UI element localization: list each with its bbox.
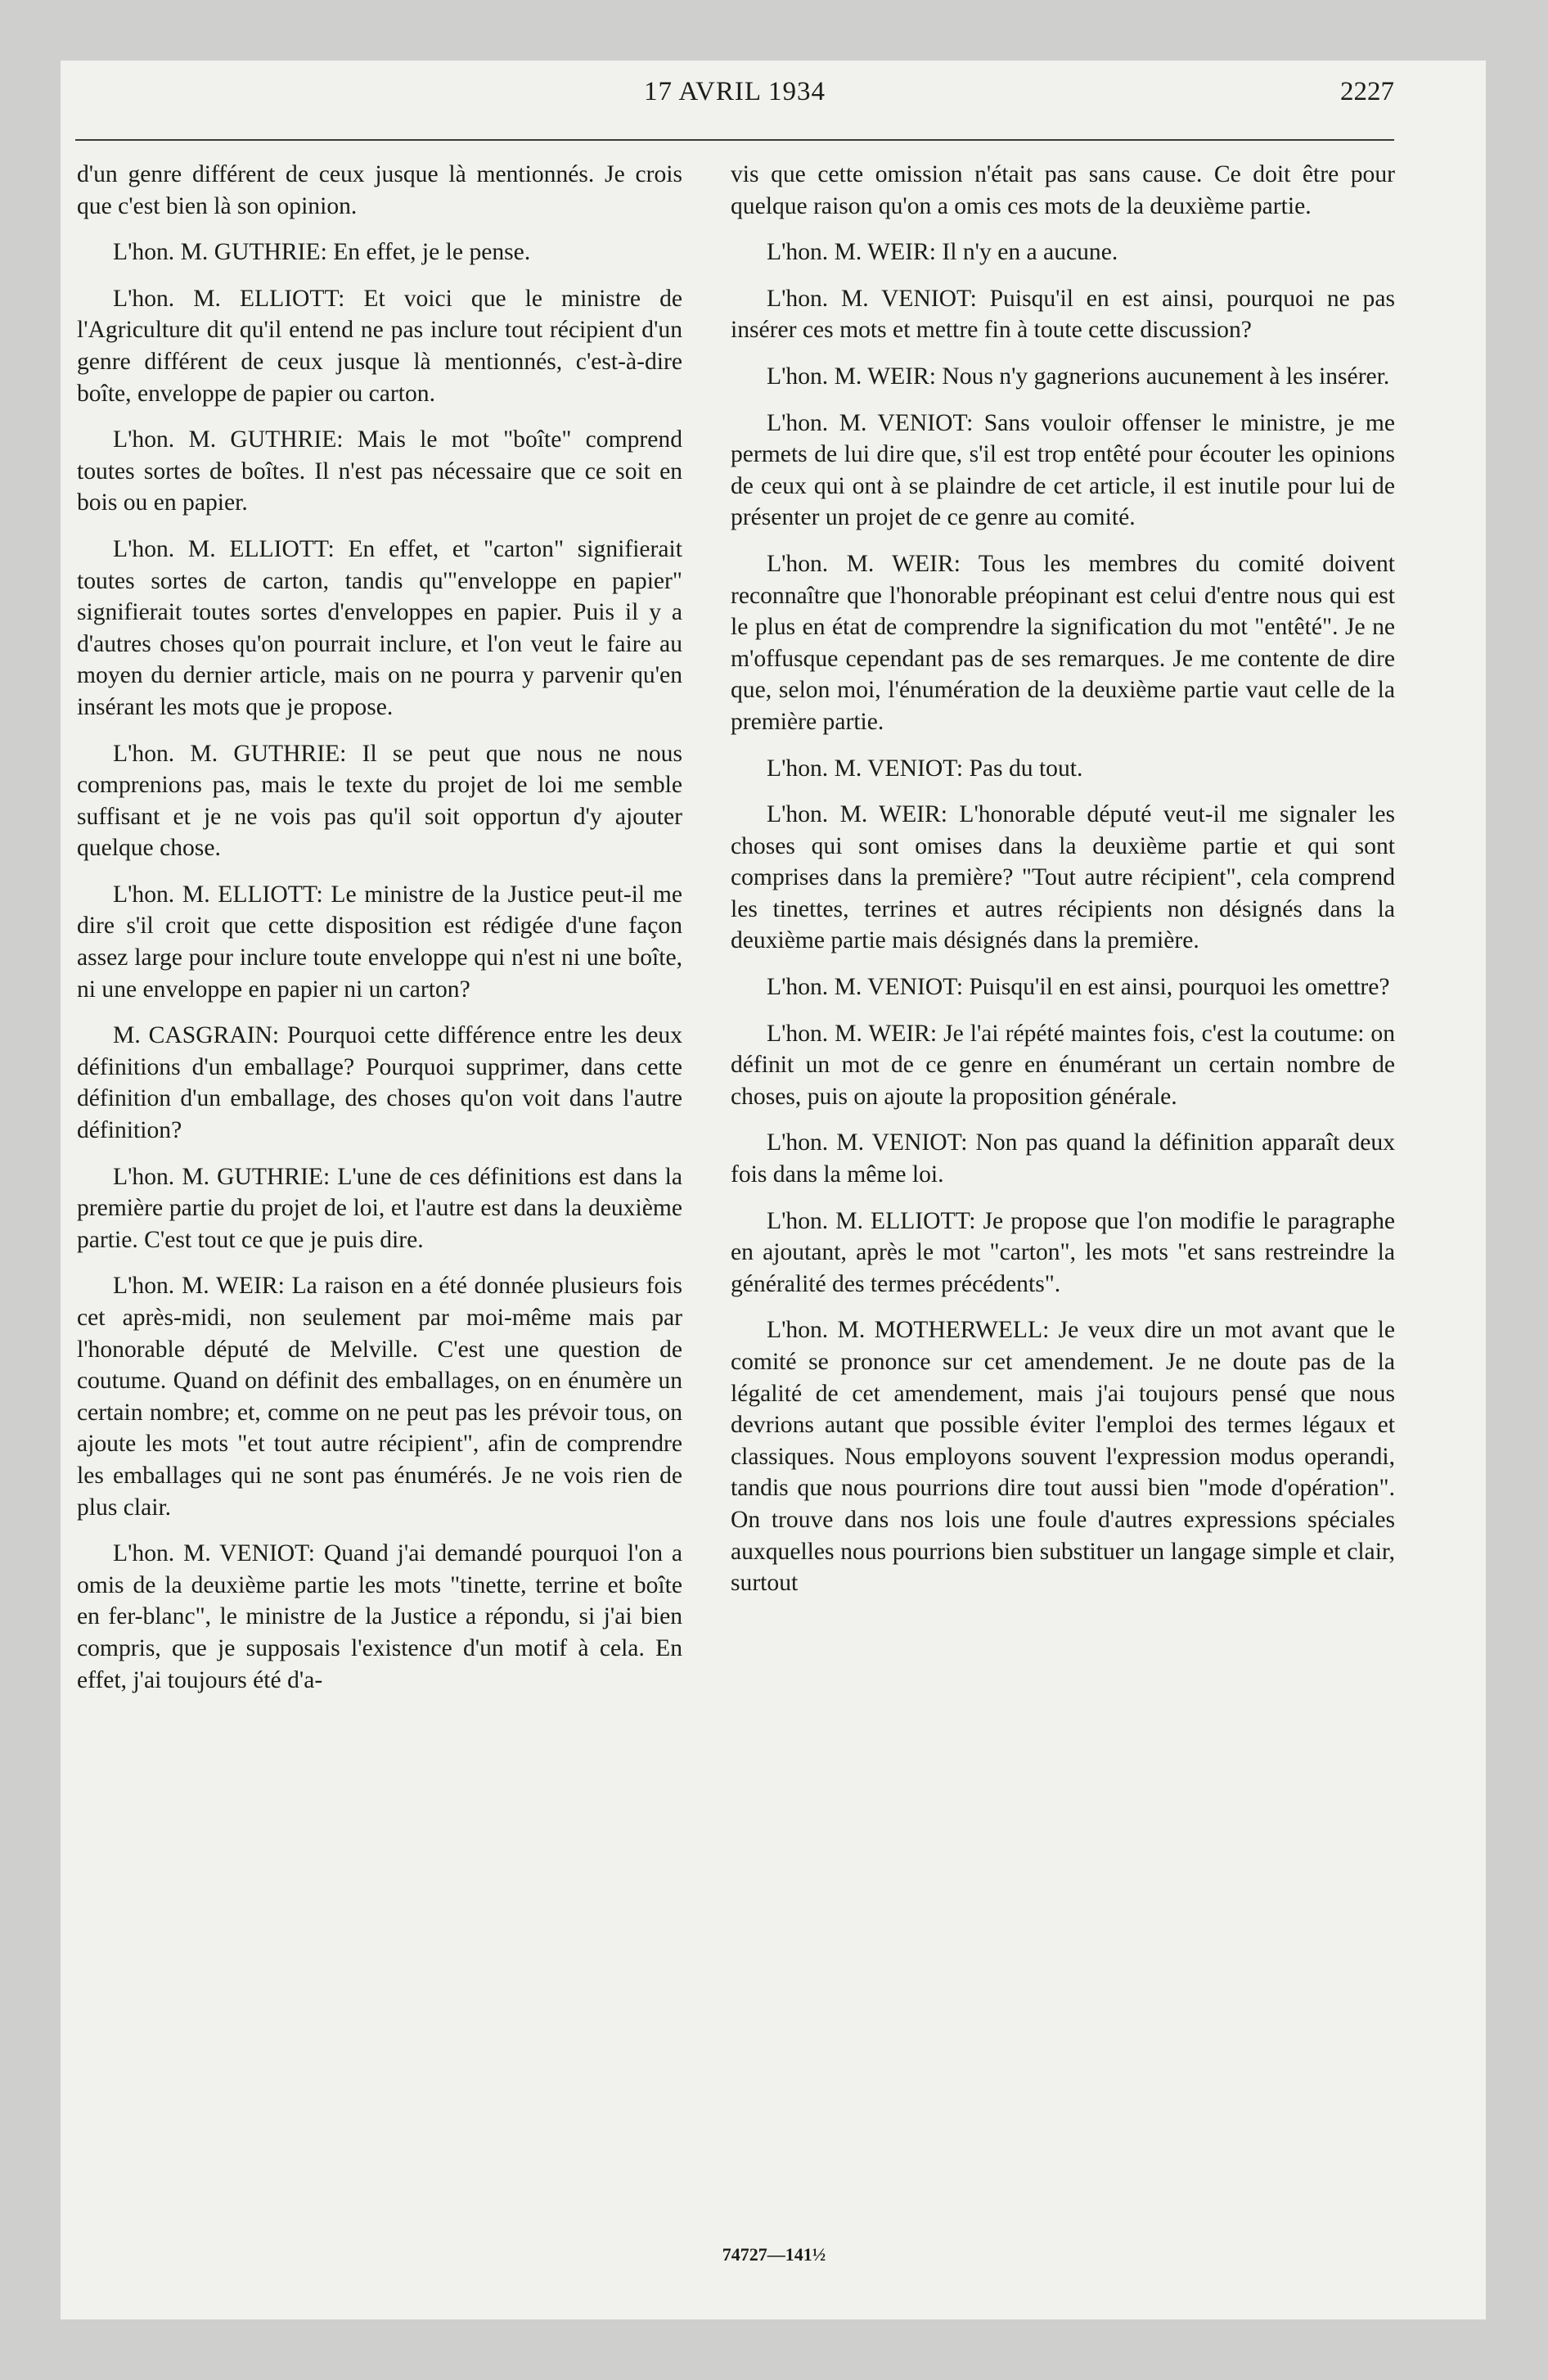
paragraph: L'hon. M. ELLIOTT: Le ministre de la Justice peut-il me dire s'il croit que cette disposition est rédigée d'une façon assez large pour inclure toute enveloppe qui n'est ni une boîte, ni une enveloppe en papier ni un carton? [77, 881, 682, 1003]
paragraph: L'hon. M. VENIOT: Puisqu'il en est ainsi, pourquoi les omettre? [767, 974, 1390, 1001]
paragraph: L'hon. M. WEIR: Je l'ai répété maintes fois, c'est la coutume: on définit un mot de ce genre en énumérant un certain nombre de choses, puis on ajoute la proposition générale. [731, 1020, 1395, 1110]
paragraph: L'hon. M. ELLIOTT: Et voici que le ministre de l'Agriculture dit qu'il entend ne pas inclure tout récipient d'un genre différent de ceux jusque là mentionnés, c'est-à-dire boîte, enveloppe de papier ou carton. [77, 285, 682, 407]
footer-code: 74727—141½ [722, 2244, 826, 2265]
paragraph: L'hon. M. GUTHRIE: En effet, je le pense. [113, 239, 531, 266]
right-column [731, 159, 1395, 1614]
page-header [75, 77, 1394, 118]
paragraph: L'hon. M. GUTHRIE: Mais le mot "boîte" comprend toutes sortes de boîtes. Il n'est pas nécessaire que ce soit en bois ou en papier. [77, 426, 682, 516]
paragraph: M. CASGRAIN: Pourquoi cette différence entre les deux définitions d'un emballage? Pourquoi supprimer, dans cette définition d'un emballage, des choses qu'on voit dans l'autre définition? [77, 1022, 682, 1144]
paragraph: L'hon. M. GUTHRIE: L'une de ces définitions est dans la première partie du projet de loi, et l'autre est dans la deuxième partie. C'est tout ce que je puis dire. [77, 1163, 682, 1253]
paragraph: vis que cette omission n'était pas sans cause. Ce doit être pour quelque raison qu'on a omis ces mots de la deuxième partie. [731, 161, 1395, 219]
paragraph: L'hon. M. VENIOT: Sans vouloir offenser le ministre, je me permets de lui dire que, s'il est trop entêté pour écouter les opinions de ceux qui ont à se plaindre de cet article, il est inutile pour lui de présenter un projet de ce genre au comité. [731, 409, 1395, 531]
paragraph: d'un genre différent de ceux jusque là mentionnés. Je crois que c'est bien là son opinion. [77, 161, 682, 219]
paragraph: L'hon. M. ELLIOTT: En effet, et "carton" signifierait toutes sortes de carton, tandis qu'"enveloppe en papier" signifierait toutes sortes d'enveloppes en papier. Puis il y a d'autres choses qu'on pourrait inclure, et l'on veut le faire au moyen du dernier article, mais on ne pourra y parvenir qu'en insérant les mots que je propose. [77, 535, 682, 720]
header-rule [75, 139, 1394, 141]
paragraph: L'hon. M. WEIR: La raison en a été donnée plusieurs fois cet après-midi, non seulement par moi-même mais par l'honorable député de Melville. C'est une question de coutume. Quand on définit des emballages, on en énumère un certain nombre; et, comme on ne peut pas les prévoir tous, on ajoute les mots "et tout autre récipient", afin de comprendre les emballages qui ne sont pas énumérés. Je ne vois rien de plus clair. [77, 1273, 682, 1521]
paragraph: L'hon. M. ELLIOTT: Je propose que l'on modifie le paragraphe en ajoutant, après le mot "carton", les mots "et sans restreindre la généralité des termes précédents". [731, 1207, 1395, 1297]
left-column [77, 159, 682, 1711]
header-date: 17 AVRIL 1934 [643, 77, 826, 106]
paragraph: L'hon. M. VENIOT: Quand j'ai demandé pourquoi l'on a omis de la deuxième partie les mots "tinette, terrine et boîte en fer-blanc", le ministre de la Justice a répondu, si j'ai bien compris, que je supposais l'existence d'un motif à cela. En effet, j'ai toujours été d'a- [77, 1540, 682, 1693]
paragraph: L'hon. M. GUTHRIE: Il se peut que nous ne nous comprenions pas, mais le texte du projet de loi me semble suffisant et je ne vois pas qu'il soit opportun d'y ajouter quelque chose. [77, 740, 682, 862]
paragraph: L'hon. M. WEIR: Nous n'y gagnerions aucunement à les insérer. [767, 363, 1390, 390]
paragraph: L'hon. M. WEIR: Il n'y en a aucune. [767, 239, 1118, 266]
paragraph: L'hon. M. VENIOT: Pas du tout. [767, 755, 1083, 782]
paragraph: L'hon. M. MOTHERWELL: Je veux dire un mot avant que le comité se prononce sur cet amendement. Je ne doute pas de la légalité de cet amendement, mais j'ai toujours pensé que nous devrions autant que possible éviter l'emploi des termes légaux et classiques. Nous employons souvent l'expression modus operandi, tandis que nous pourrions dire tout aussi bien "mode d'opération". On trouve dans nos lois une foule d'autres expressions spéciales auxquelles nous pourrions bien substituer un langage simple et clair, surtout [731, 1317, 1395, 1597]
paragraph: L'hon. M. WEIR: Tous les membres du comité doivent reconnaître que l'honorable préopinant est celui d'entre nous qui est le plus en état de comprendre la signification du mot "entêté". Je ne m'offusque cependant pas de ses remarques. Je me contente de dire que, selon moi, l'énumération de la deuxième partie vaut celle de la première partie. [731, 550, 1395, 735]
page-number: 2227 [1340, 77, 1394, 106]
paragraph: L'hon. M. VENIOT: Puisqu'il en est ainsi, pourquoi ne pas insérer ces mots et mettre fin à toute cette discussion? [731, 285, 1395, 344]
paragraph: L'hon. M. WEIR: L'honorable député veut-il me signaler les choses qui sont omises dans la deuxième partie et qui sont comprises dans la première? "Tout autre récipient", cela comprend les tinettes, terrines et autres récipients non désignés dans la deuxième partie mais désignés dans la première. [731, 801, 1395, 954]
paragraph: L'hon. M. VENIOT: Non pas quand la définition apparaît deux fois dans la même loi. [731, 1129, 1395, 1188]
